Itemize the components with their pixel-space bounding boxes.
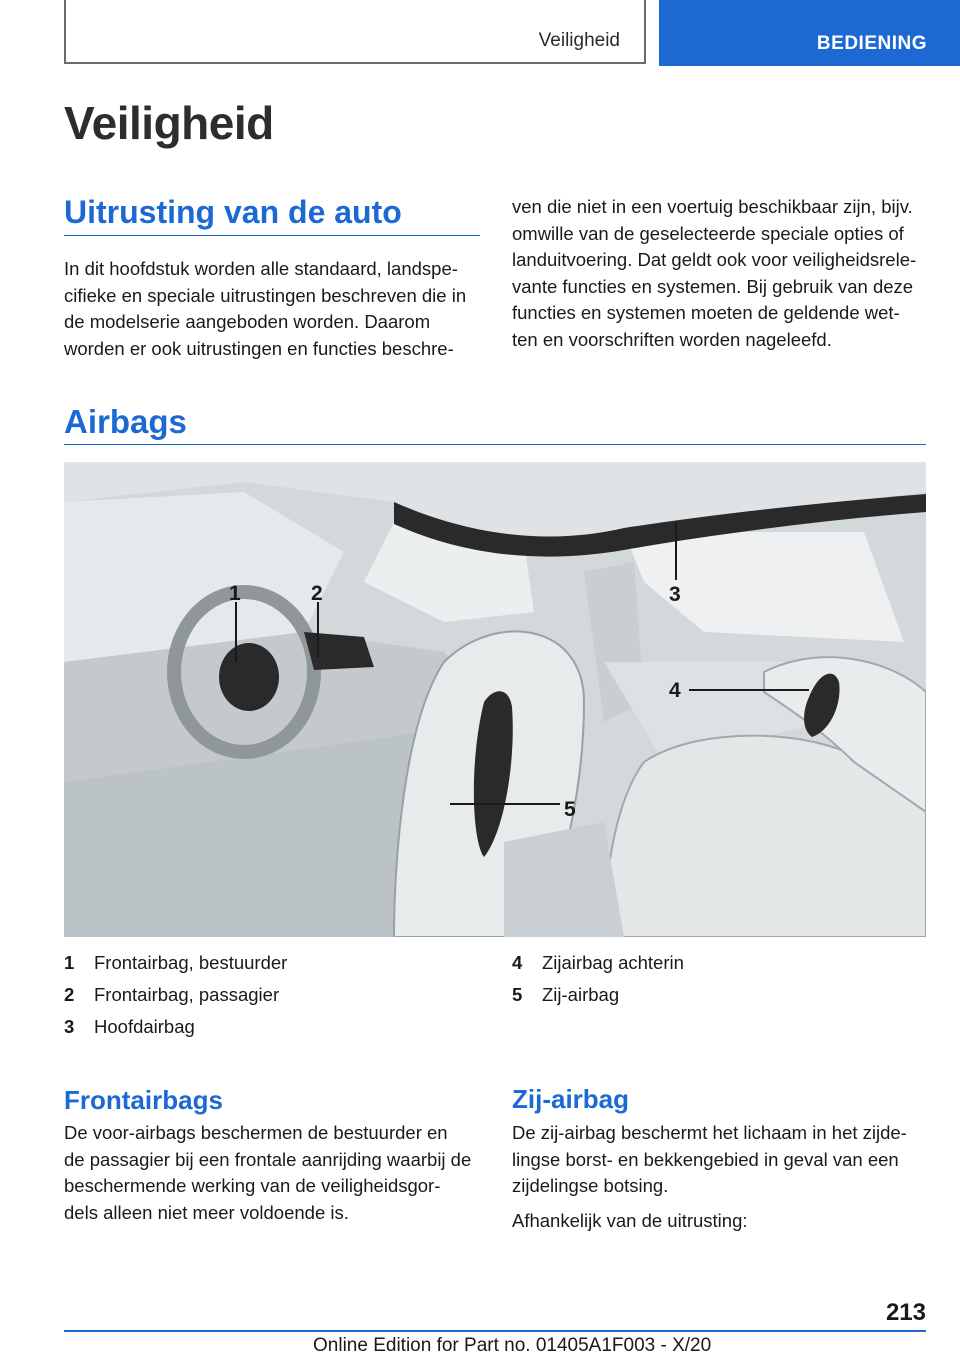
legend-label: Frontairbag, bestuurder xyxy=(94,952,288,973)
text-line: omwille van de geselecteerde speciale opties of xyxy=(512,222,904,244)
legend-number: 3 xyxy=(64,1016,75,1037)
text-line: cifieke en speciale uitrustingen beschreven die in xyxy=(64,284,467,306)
legend-label: Frontairbag, passagier xyxy=(94,984,280,1005)
airbags-title: Airbags xyxy=(64,403,187,440)
equipment-text-col1 xyxy=(64,256,466,362)
legend-label: Hoofdairbag xyxy=(94,1016,195,1037)
header-section-label: Veiligheid xyxy=(538,30,620,51)
text-line: functies en systemen moeten de geldende wet- xyxy=(512,302,900,323)
text-line: ven die niet in een voertuig beschikbaar zijn, bijv. xyxy=(512,196,913,217)
legend-right xyxy=(512,952,912,1016)
legend-item xyxy=(64,952,464,984)
text-line: beschermende werking van de veiligheidsgor- xyxy=(64,1175,441,1196)
frontairbags-title: Frontairbags xyxy=(64,1085,223,1115)
legend-item xyxy=(512,952,912,984)
callout-5: 5 xyxy=(564,798,576,821)
callout-3: 3 xyxy=(669,583,681,606)
equipment-text-col2 xyxy=(512,194,916,353)
legend-item xyxy=(64,1016,464,1048)
zijairbag-text xyxy=(512,1120,907,1234)
frontairbags-text xyxy=(64,1120,471,1226)
legend-number: 4 xyxy=(512,952,523,973)
legend-number: 1 xyxy=(64,952,75,973)
text-line: In dit hoofdstuk worden alle standaard, landspe- xyxy=(64,258,458,279)
page-title: Veiligheid xyxy=(64,97,274,149)
passenger-front-airbag xyxy=(304,632,374,670)
callout-2: 2 xyxy=(311,582,323,605)
legend-number: 5 xyxy=(512,984,523,1005)
text-line: landuitvoering. Dat geldt ook voor veiligheidsrele- xyxy=(512,249,917,270)
text-line: worden er ook uitrustingen en functies beschre- xyxy=(64,337,454,359)
text-line: de passagier bij een frontale aanrijding waarbij de xyxy=(64,1148,472,1170)
header-section-tab xyxy=(64,0,646,64)
airbags-title-rule xyxy=(64,444,926,445)
text-line: dels alleen niet meer voldoende is. xyxy=(64,1201,349,1223)
equipment-title: Uitrusting van de auto xyxy=(64,194,402,230)
header-chapter-label: BEDIENING xyxy=(816,33,927,54)
car-interior-drawing xyxy=(64,462,926,937)
header-chapter-tab xyxy=(659,0,960,66)
equipment-title-rule xyxy=(64,235,480,236)
text-line: ten en voorschriften worden nageleefd. xyxy=(512,328,832,350)
page-number: 213 xyxy=(885,1299,926,1326)
text-line: lingse borst- en bekkengebied in geval van een xyxy=(512,1148,899,1170)
legend-label: Zij-airbag xyxy=(542,984,620,1005)
legend-label: Zijairbag achterin xyxy=(542,952,684,973)
legend-item xyxy=(512,984,912,1016)
callout-4: 4 xyxy=(669,679,681,702)
footer-rule xyxy=(64,1330,926,1332)
text-line: de modelserie aangeboden worden. Daarom xyxy=(64,311,431,332)
legend-left xyxy=(64,952,464,1048)
zijairbag-title: Zij-airbag xyxy=(512,1084,630,1114)
text-line: De voor-airbags beschermen de bestuurder en xyxy=(64,1122,448,1143)
legend-item xyxy=(64,984,464,1016)
footer-edition: Online Edition for Part no. 01405A1F003 - X/20 xyxy=(313,1335,712,1356)
callout-1: 1 xyxy=(229,582,241,605)
legend-number: 2 xyxy=(64,984,75,1005)
text-line: vante functies en systemen. Bij gebruik van deze xyxy=(512,275,914,297)
driver-front-airbag xyxy=(219,643,279,711)
text-line: zijdelingse botsing. xyxy=(512,1175,669,1196)
airbag-illustration xyxy=(64,462,926,937)
zijairbag-note: Afhankelijk van de uitrusting: xyxy=(512,1209,748,1231)
text-line: De zij-airbag beschermt het lichaam in het zijde- xyxy=(512,1122,907,1143)
